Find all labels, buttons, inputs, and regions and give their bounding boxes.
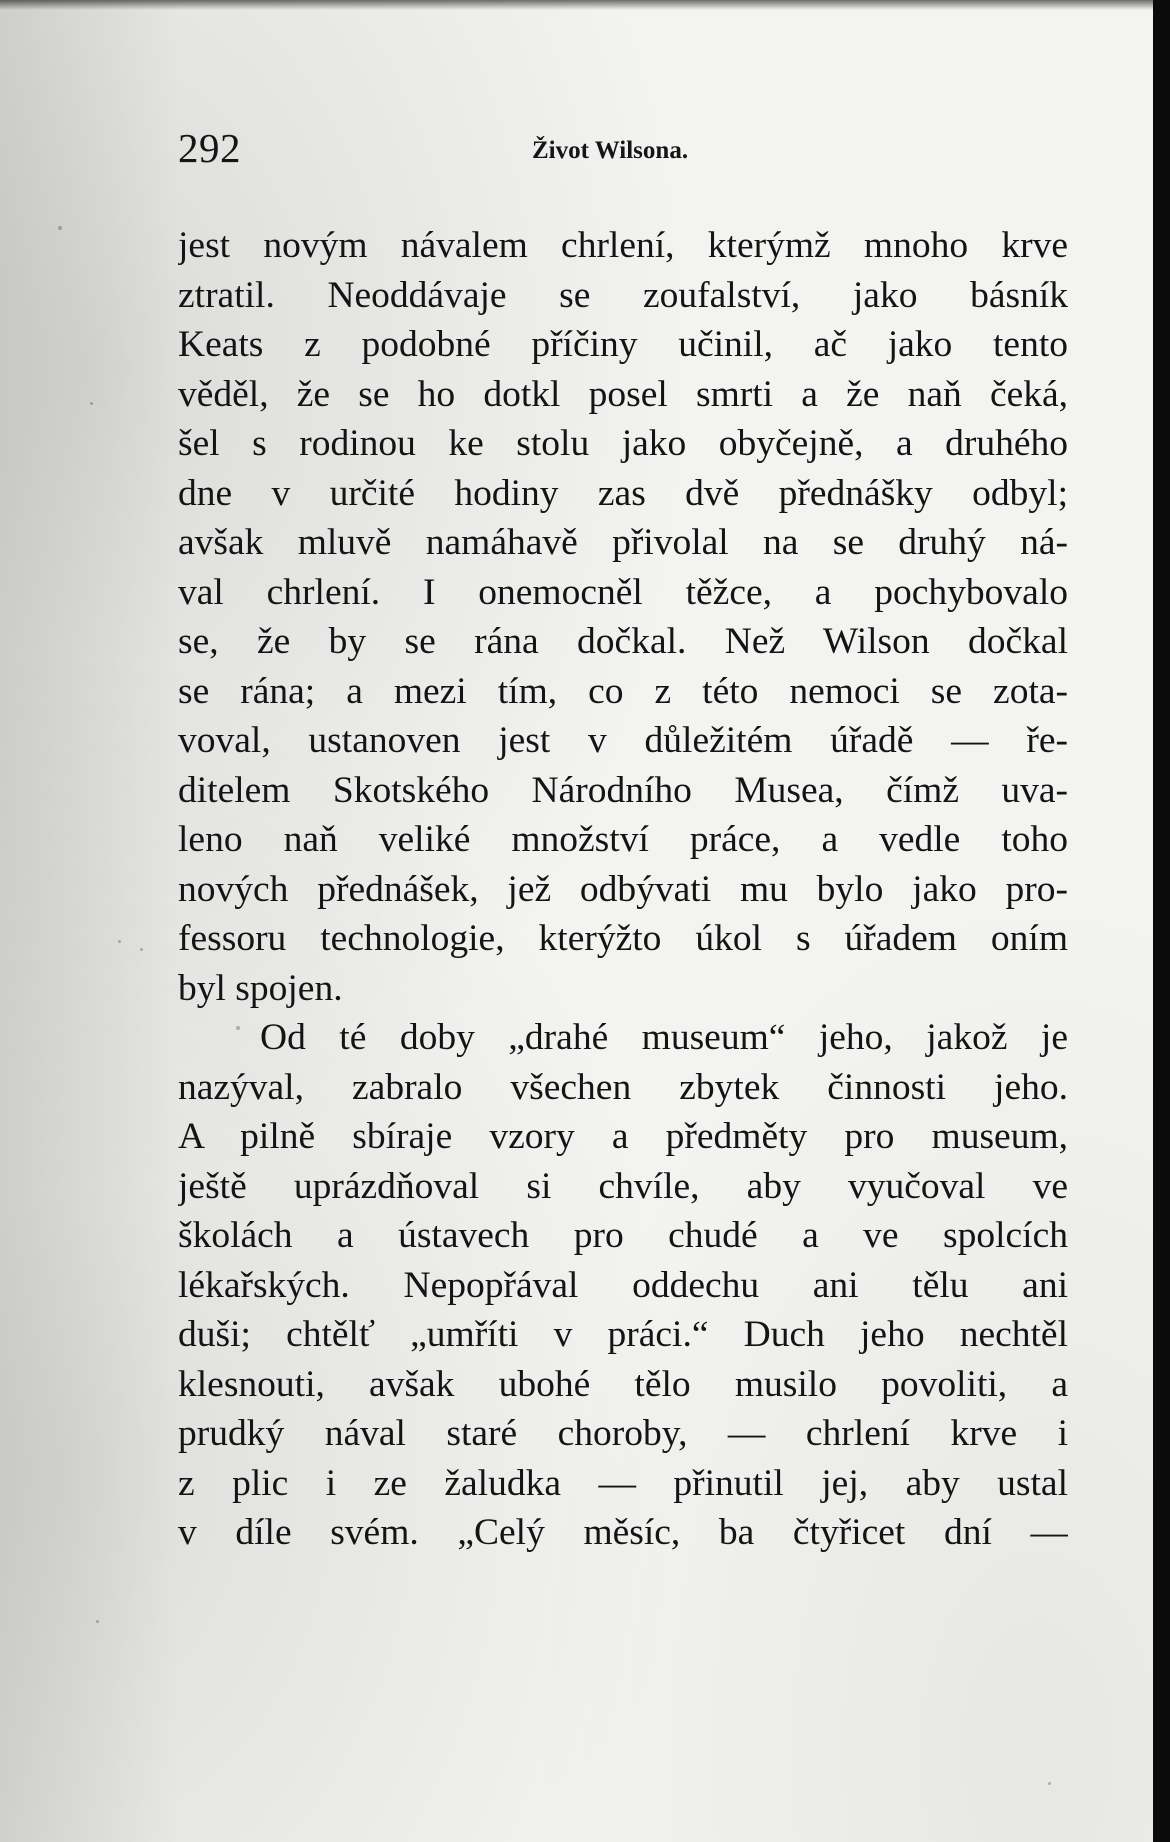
- paragraph-start-line: Od té doby „drahé museum“ jeho, jakož je: [260, 1017, 1068, 1058]
- text-line: se, že by se rána dočkal. Než Wilson dočkal: [178, 621, 1068, 662]
- page-header: [178, 126, 1066, 170]
- text-line: jest novým návalem chrlení, kterýmž mnoho krve: [178, 225, 1068, 266]
- text-line: avšak mluvě namáhavě přivolal na se druhý ná-: [178, 522, 1068, 563]
- scan-border-right: [1153, 0, 1170, 1842]
- text-line: ještě uprázdňoval si chvíle, aby vyučoval ve: [178, 1165, 1068, 1207]
- page-top-shadow: [0, 0, 1153, 10]
- paper-speck: [118, 940, 121, 943]
- text-line: klesnouti, avšak ubohé tělo musilo povoliti, a: [178, 1363, 1068, 1405]
- text-line: v díle svém. „Celý měsíc, ba čtyřicet dní —: [178, 1512, 1068, 1553]
- text-line: dne v určité hodiny zas dvě přednášky odbyl;: [178, 472, 1068, 514]
- running-title: Život Wilsona.: [532, 137, 689, 164]
- text-line: školách a ústavech pro chudé a ve spolcích: [178, 1215, 1068, 1256]
- text-line: Keats z podobné příčiny učinil, ač jako tento: [178, 324, 1068, 365]
- paper-speck: [140, 948, 143, 951]
- text-line: nazýval, zabralo všechen zbytek činnosti jeho.: [178, 1066, 1068, 1108]
- text-line: ztratil. Neoddávaje se zoufalství, jako básník: [178, 274, 1068, 316]
- text-line: voval, ustanoven jest v důležitém úřadě — ře-: [178, 720, 1068, 761]
- text-line: duši; chtělť „umříti v práci.“ Duch jeho nechtěl: [178, 1314, 1068, 1355]
- text-line: z plic i ze žaludka — přinutil jej, aby ustal: [178, 1462, 1068, 1504]
- text-line: fessoru technologie, kterýžto úkol s úřadem oním: [178, 918, 1068, 959]
- text-line: prudký nával staré choroby, — chrlení krve i: [178, 1413, 1068, 1454]
- text-line: A pilně sbíraje vzory a předměty pro museum,: [178, 1116, 1068, 1157]
- text-line: leno naň veliké množství práce, a vedle toho: [178, 819, 1068, 860]
- text-line: se rána; a mezi tím, co z této nemoci se zota-: [178, 670, 1068, 712]
- paper-speck: [1048, 1782, 1051, 1785]
- paragraph-end-line: byl spojen.: [178, 967, 343, 1009]
- text-line: věděl, že se ho dotkl posel smrti a že naň čeká,: [178, 373, 1068, 415]
- text-line: nových přednášek, jež odbývati mu bylo jako pro-: [178, 868, 1068, 910]
- paper-speck: [96, 1620, 99, 1623]
- body-text: [178, 221, 1068, 1558]
- paper-speck: [90, 402, 93, 405]
- text-line: šel s rodinou ke stolu jako obyčejně, a druhého: [178, 423, 1068, 464]
- text-line: lékařských. Nepopřával oddechu ani tělu ani: [178, 1264, 1068, 1306]
- page-number: 292: [178, 125, 241, 171]
- paper-speck: [58, 226, 62, 230]
- text-line: ditelem Skotského Národního Musea, čímž uva-: [178, 769, 1068, 811]
- text-line: val chrlení. I onemocněl těžce, a pochybovalo: [178, 571, 1068, 613]
